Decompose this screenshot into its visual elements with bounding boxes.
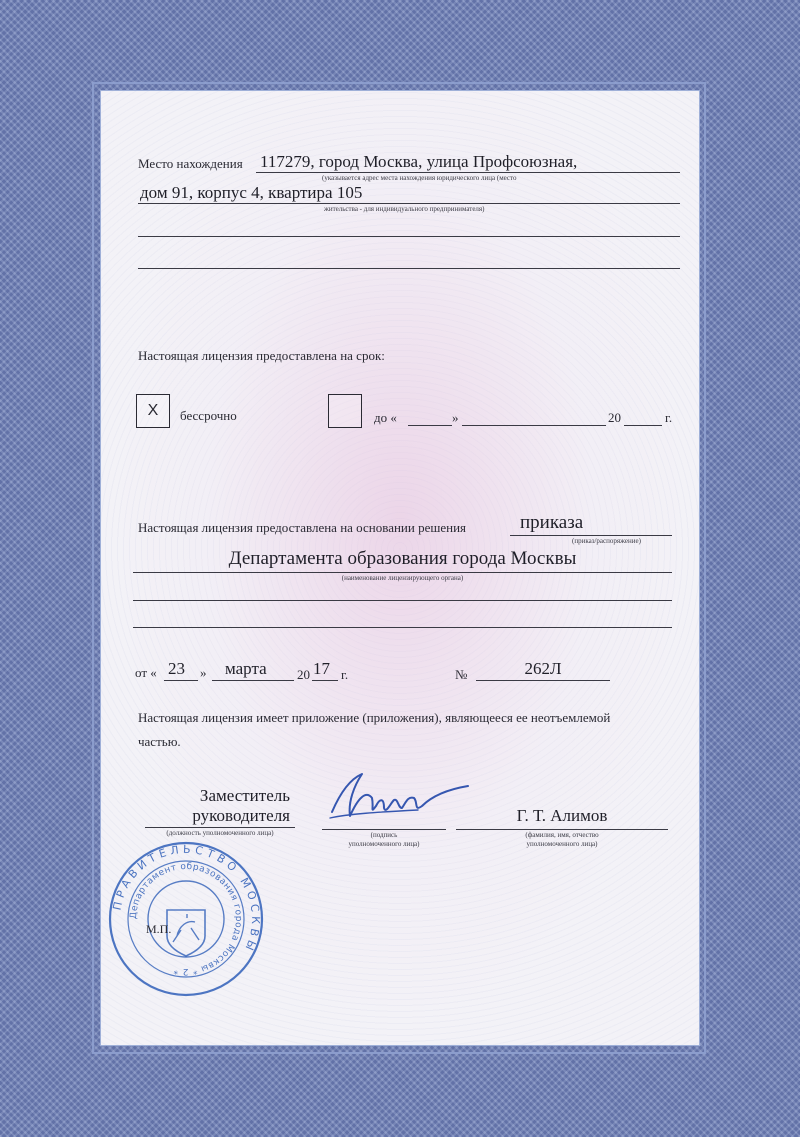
order-year-prefix: 20 bbox=[297, 667, 310, 682]
unlimited-checkbox bbox=[136, 394, 170, 428]
address-caption-1: (указывается адрес места нахождения юридического лица (место bbox=[322, 174, 517, 182]
order-number-line bbox=[476, 680, 610, 681]
signer-position bbox=[140, 786, 290, 826]
until-month-line bbox=[462, 425, 606, 426]
name-line bbox=[456, 829, 668, 830]
position-line bbox=[145, 827, 295, 828]
decision-caption: (приказ/распоряжение) bbox=[572, 537, 641, 545]
unlimited-mark: X bbox=[147, 402, 159, 419]
authority-value: Департамента образования города Москвы bbox=[228, 548, 577, 569]
basis-line-3 bbox=[133, 600, 672, 601]
until-year-line bbox=[624, 425, 662, 426]
address-line-1 bbox=[256, 172, 680, 173]
term-label: Настоящая лицензия предоставлена на срок: bbox=[138, 348, 385, 363]
order-day-line bbox=[164, 680, 198, 681]
signature-caption-1: (подпись bbox=[370, 831, 398, 839]
until-quote-close: » bbox=[452, 410, 459, 425]
order-year-suffix: г. bbox=[341, 667, 349, 682]
until-year-suffix: г. bbox=[665, 410, 673, 425]
order-number: 262Л bbox=[524, 659, 562, 678]
address-line-3 bbox=[138, 236, 680, 237]
appendix-line-2: частью. bbox=[138, 734, 181, 749]
stamp-mp-label: М.П. bbox=[146, 922, 172, 936]
official-stamp bbox=[107, 840, 265, 998]
appendix-line-1: Настоящая лицензия имеет приложение (приложения), являющееся ее неотъемлемой bbox=[138, 710, 611, 725]
signer-position-line-1: Заместитель bbox=[199, 786, 290, 805]
signature-caption-2: уполномоченного лица) bbox=[348, 840, 420, 848]
signer-position-line-2: руководителя bbox=[192, 806, 290, 825]
until-year-prefix: 20 bbox=[608, 410, 621, 425]
order-from-prefix: от « bbox=[135, 665, 157, 680]
order-year-line bbox=[312, 680, 338, 681]
address-line-4 bbox=[138, 268, 680, 269]
basis-label: Настоящая лицензия предоставлена на основании решения bbox=[138, 520, 467, 535]
until-checkbox bbox=[328, 394, 362, 428]
basis-line-4 bbox=[133, 627, 672, 628]
unlimited-label: бессрочно bbox=[180, 408, 237, 423]
order-year: 17 bbox=[313, 659, 330, 678]
signer-name: Г. Т. Алимов bbox=[516, 806, 608, 825]
address-label: Место нахождения bbox=[138, 156, 243, 171]
order-quote-close: » bbox=[200, 665, 207, 680]
position-caption: (должность уполномоченного лица) bbox=[166, 829, 274, 837]
order-month-line bbox=[212, 680, 294, 681]
order-month: марта bbox=[225, 659, 267, 678]
signature-line bbox=[322, 829, 446, 830]
address-value-2: дом 91, корпус 4, квартира 105 bbox=[140, 183, 363, 202]
address-line-2 bbox=[138, 203, 680, 204]
decision-value: приказа bbox=[520, 512, 584, 533]
until-prefix: до « bbox=[374, 410, 397, 425]
authority-caption: (наименование лицензирующего органа) bbox=[341, 574, 464, 582]
order-number-sign: № bbox=[455, 667, 468, 682]
name-caption-1: (фамилия, имя, отчество bbox=[525, 831, 599, 839]
address-caption-2: жительства - для индивидуального предпринимателя) bbox=[324, 205, 485, 213]
order-day: 23 bbox=[168, 659, 185, 678]
authority-line bbox=[133, 572, 672, 573]
until-day-line bbox=[408, 425, 452, 426]
svg-text:Департамент образования города: Департамент образования города Москвы * 2 * bbox=[128, 861, 244, 977]
address-value-1: 117279, город Москва, улица Профсоюзная, bbox=[260, 152, 578, 171]
signature-image bbox=[318, 768, 478, 830]
svg-text:ПРАВИТЕЛЬСТВО МОСКВЫ: ПРАВИТЕЛЬСТВО МОСКВЫ bbox=[110, 842, 263, 956]
name-caption-2: уполномоченного лица) bbox=[526, 840, 598, 848]
decision-line bbox=[510, 535, 672, 536]
